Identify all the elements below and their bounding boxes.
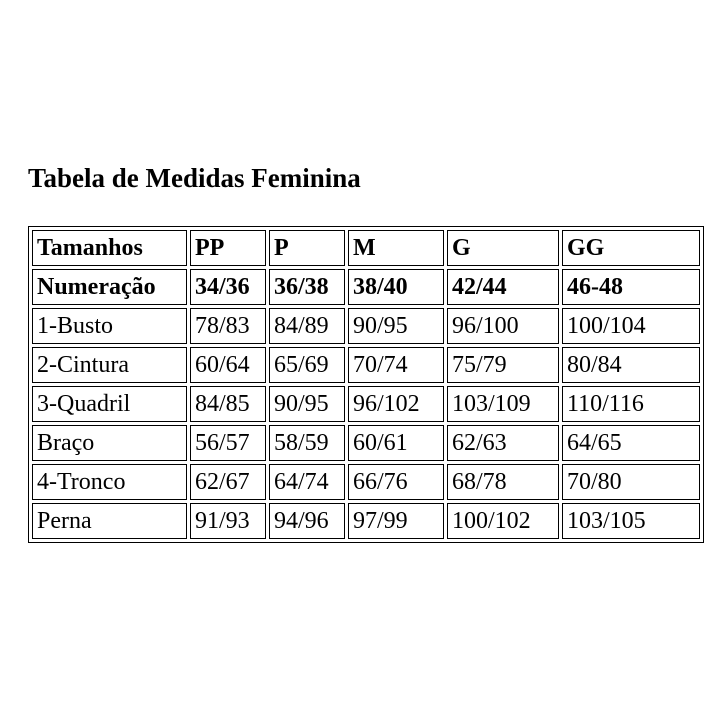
table-cell: 56/57 bbox=[190, 425, 266, 461]
table-cell: 66/76 bbox=[348, 464, 444, 500]
table-row bbox=[32, 464, 700, 500]
table-cell: 42/44 bbox=[447, 269, 559, 305]
table-row bbox=[32, 503, 700, 539]
table-cell: 100/102 bbox=[447, 503, 559, 539]
table-cell: 84/89 bbox=[269, 308, 345, 344]
page-title: Tabela de Medidas Feminina bbox=[28, 163, 361, 193]
table-cell: 96/100 bbox=[447, 308, 559, 344]
row-label-cell: 4-Tronco bbox=[32, 464, 187, 500]
table-cell: GG bbox=[562, 230, 700, 266]
table-row bbox=[32, 425, 700, 461]
row-label-cell: 3-Quadril bbox=[32, 386, 187, 422]
table-cell: 90/95 bbox=[269, 386, 345, 422]
table-cell: 78/83 bbox=[190, 308, 266, 344]
row-label-cell: Braço bbox=[32, 425, 187, 461]
row-label-cell: Numeração bbox=[32, 269, 187, 305]
table-cell: 34/36 bbox=[190, 269, 266, 305]
table-cell: 68/78 bbox=[447, 464, 559, 500]
size-table bbox=[28, 226, 704, 543]
table-cell: 91/93 bbox=[190, 503, 266, 539]
table-row bbox=[32, 269, 700, 305]
table-cell: 38/40 bbox=[348, 269, 444, 305]
table-cell: 70/74 bbox=[348, 347, 444, 383]
table-header-row bbox=[32, 230, 700, 266]
row-label-cell: Perna bbox=[32, 503, 187, 539]
table-cell: 46-48 bbox=[562, 269, 700, 305]
table-cell: 65/69 bbox=[269, 347, 345, 383]
table-cell: 97/99 bbox=[348, 503, 444, 539]
table-cell: P bbox=[269, 230, 345, 266]
table-cell: 75/79 bbox=[447, 347, 559, 383]
table-cell: 58/59 bbox=[269, 425, 345, 461]
table-cell: 70/80 bbox=[562, 464, 700, 500]
table-cell: 64/65 bbox=[562, 425, 700, 461]
table-cell: 62/63 bbox=[447, 425, 559, 461]
table-cell: M bbox=[348, 230, 444, 266]
table-cell: 96/102 bbox=[348, 386, 444, 422]
size-table-body bbox=[32, 230, 700, 539]
table-cell: 103/105 bbox=[562, 503, 700, 539]
table-cell: 94/96 bbox=[269, 503, 345, 539]
row-label-cell: 1-Busto bbox=[32, 308, 187, 344]
table-cell: 60/64 bbox=[190, 347, 266, 383]
table-cell: 100/104 bbox=[562, 308, 700, 344]
table-row bbox=[32, 347, 700, 383]
table-cell: 90/95 bbox=[348, 308, 444, 344]
table-row bbox=[32, 386, 700, 422]
table-cell: 80/84 bbox=[562, 347, 700, 383]
table-cell: 84/85 bbox=[190, 386, 266, 422]
table-cell: 36/38 bbox=[269, 269, 345, 305]
row-label-cell: 2-Cintura bbox=[32, 347, 187, 383]
table-cell: 103/109 bbox=[447, 386, 559, 422]
table-cell: 62/67 bbox=[190, 464, 266, 500]
table-cell: 64/74 bbox=[269, 464, 345, 500]
table-cell: G bbox=[447, 230, 559, 266]
row-label-cell: Tamanhos bbox=[32, 230, 187, 266]
table-row bbox=[32, 308, 700, 344]
table-cell: PP bbox=[190, 230, 266, 266]
table-cell: 110/116 bbox=[562, 386, 700, 422]
table-cell: 60/61 bbox=[348, 425, 444, 461]
